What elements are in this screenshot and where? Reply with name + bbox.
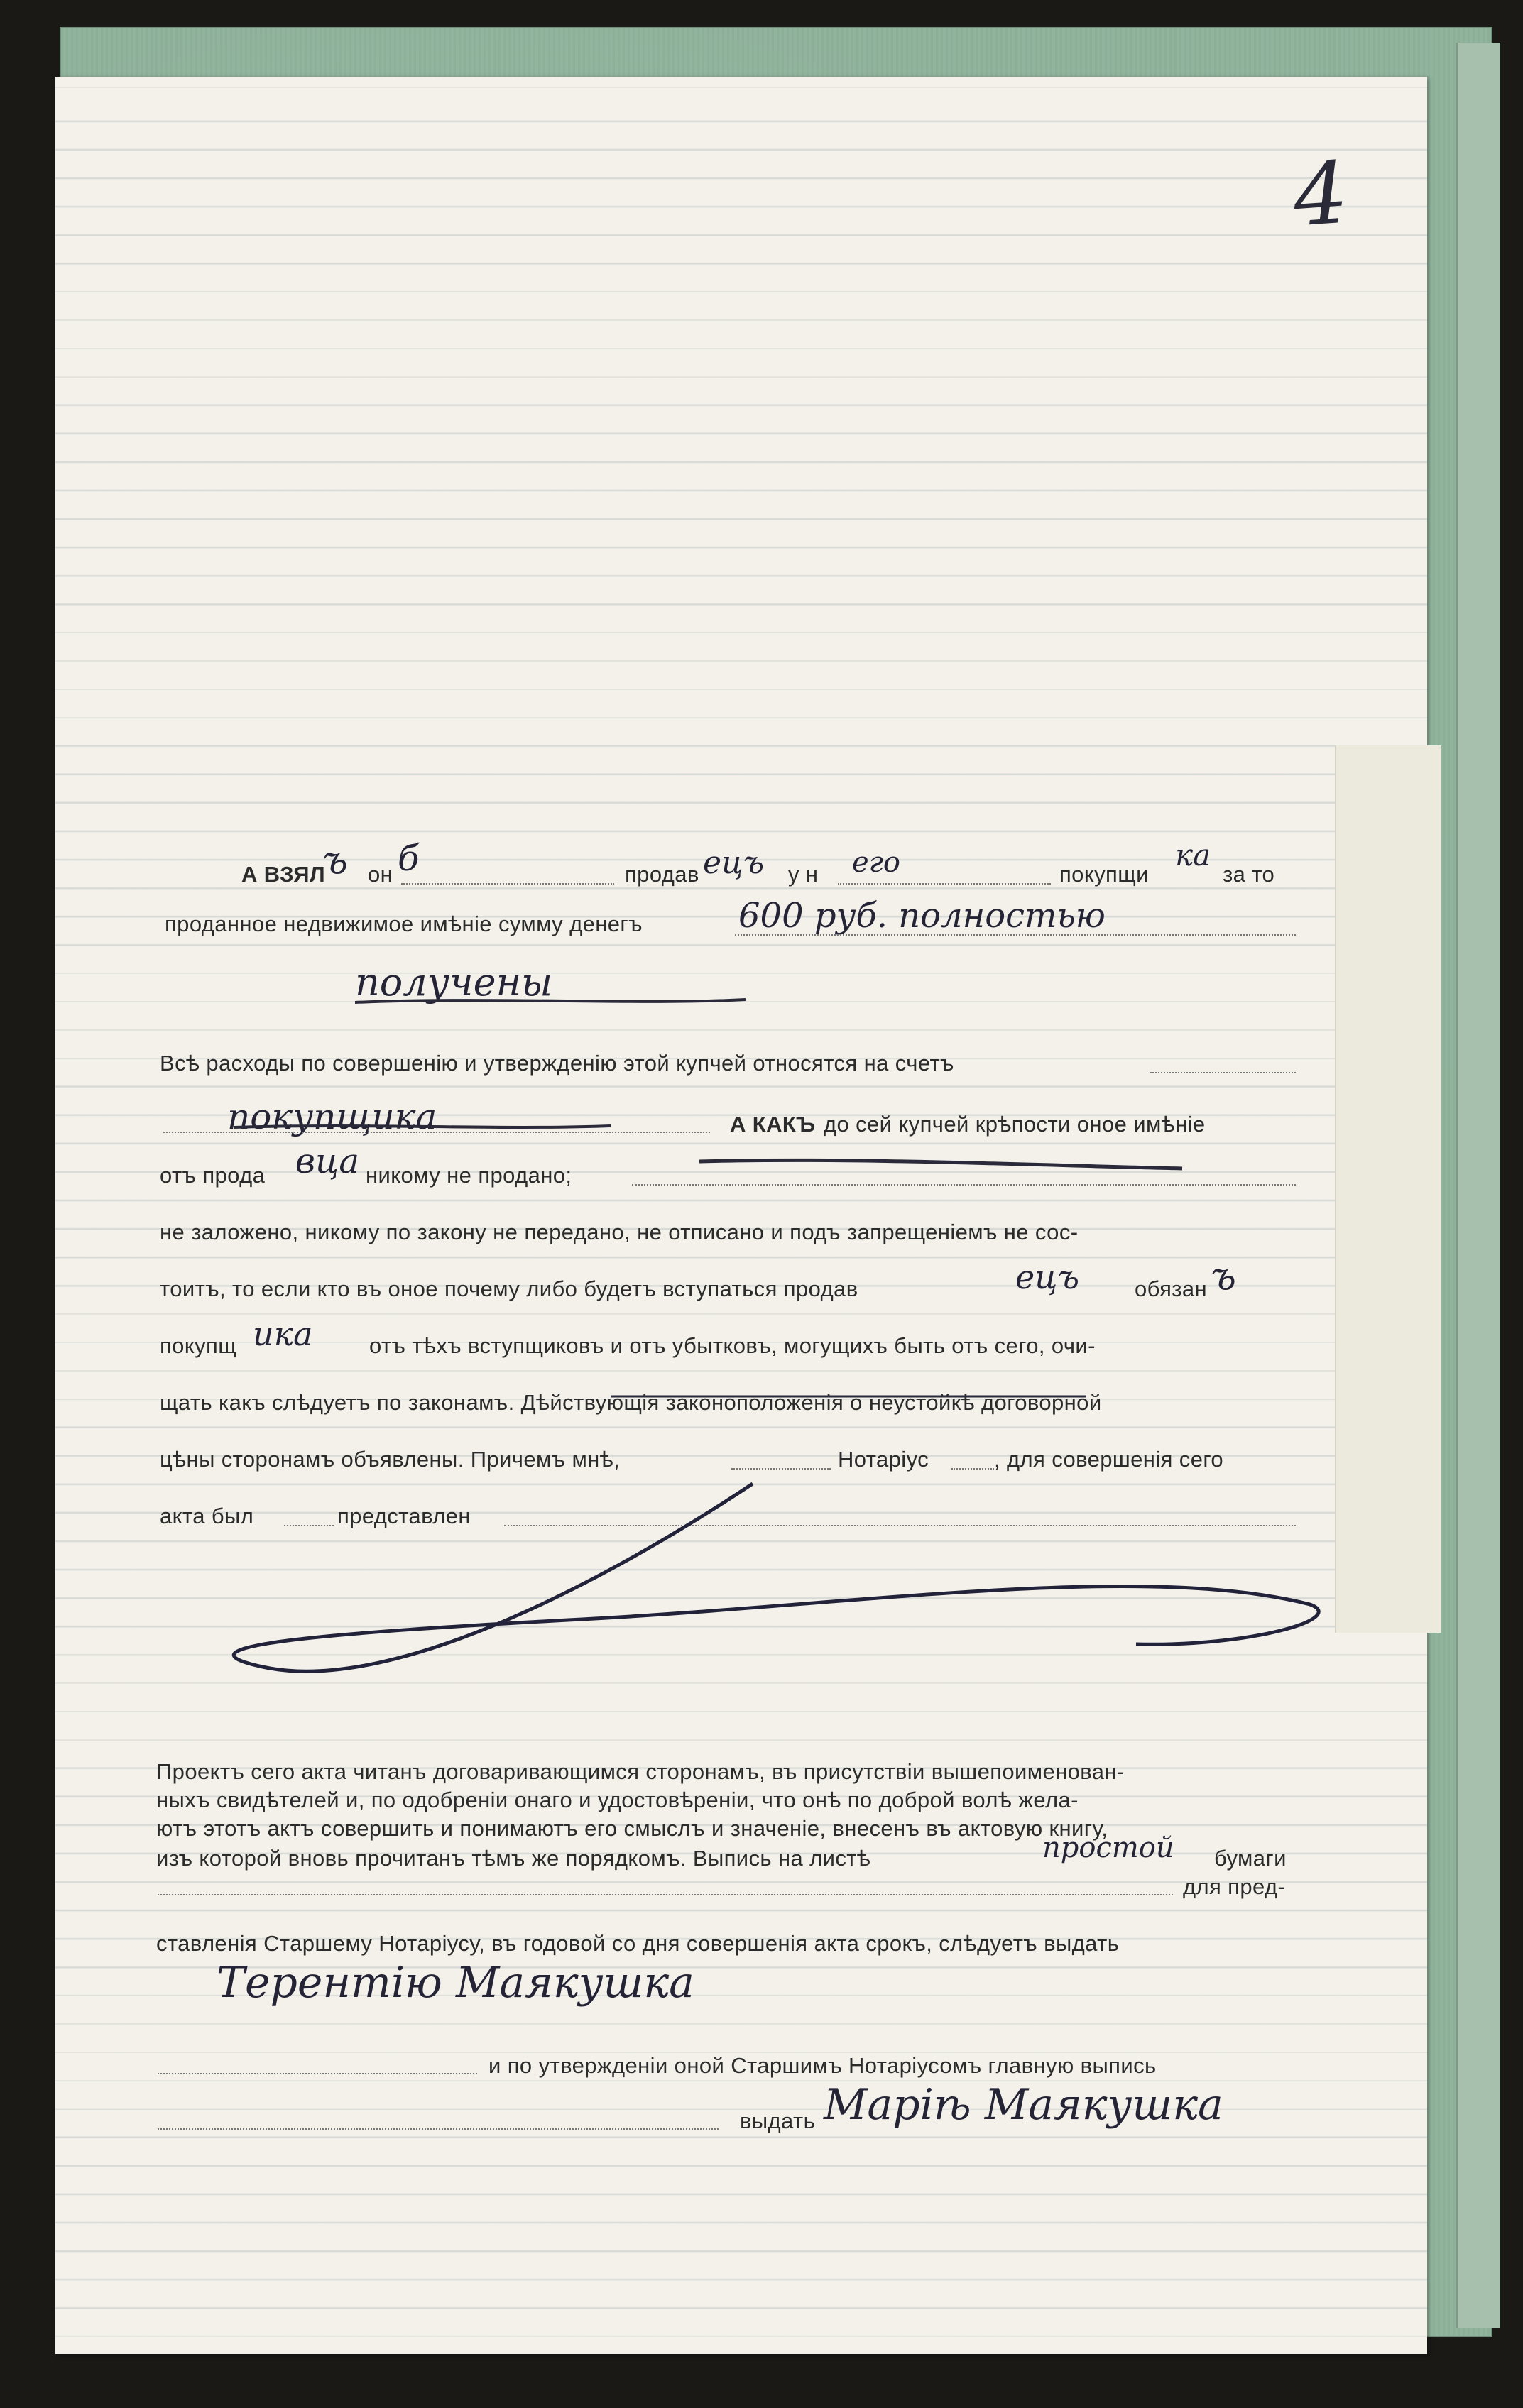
expenses-line-1: Всѣ расходы по совершенію и утвержденію этой купчей относятся на счетъ — [160, 1051, 954, 1076]
expenses-line-2: до сей купчей крѣпости оное имѣніе — [824, 1112, 1206, 1137]
handwritten-gender-1: ъ — [322, 838, 348, 882]
received-underline — [355, 1000, 746, 1002]
expenses-line-5b: обязан — [1135, 1276, 1208, 1301]
handwritten-line5-1: ецъ — [1015, 1258, 1079, 1296]
word-u-n: у н — [788, 862, 819, 887]
handwritten-prodav-ending: ецъ — [703, 845, 765, 881]
handwritten-line5-2: ъ — [1211, 1254, 1236, 1298]
expenses-line-3a: отъ прода — [160, 1163, 266, 1188]
expenses-line-8c: , для совершенія сего — [994, 1447, 1224, 1472]
closing-flourish — [234, 1484, 1319, 1671]
word-on: он — [368, 862, 393, 887]
project-line-4b: бумаги — [1214, 1846, 1287, 1871]
folio-number: 4 — [1290, 143, 1352, 246]
expenses-line-7: щать какъ слѣдуетъ по законамъ. Дѣйствующія законоположенія о неустойкѣ договорной — [160, 1390, 1102, 1415]
expenses-line-9a: акта был — [160, 1504, 254, 1528]
handwritten-un-ending: его — [852, 846, 900, 879]
expenses-line-6b: отъ тѣхъ вступщиковъ и отъ убытковъ, могущихъ быть отъ сего, очи- — [369, 1333, 1096, 1358]
project-line-4a: изъ которой вновь прочитанъ тѣмъ же порядкомъ. Выпись на листѣ — [156, 1846, 871, 1871]
handwritten-buyer: покупщика — [227, 1096, 437, 1137]
project-line-1: Проектъ сего акта читанъ договаривающимся сторонамъ, въ присутствіи вышепоименован- — [156, 1759, 1125, 1784]
expenses-line-8b: Нотаріус — [838, 1447, 929, 1472]
expenses-line-8a: цѣны сторонамъ объявлены. Причемъ мнѣ, — [160, 1447, 621, 1472]
handwritten-recipient-1: Терентію Маякушка — [217, 1958, 694, 2008]
lead-a-vzyal: А ВЗЯЛ — [241, 862, 326, 887]
lead-a-kak: А КАКЪ — [730, 1112, 816, 1137]
buyer-underline — [234, 1126, 611, 1127]
project-line-3: ютъ этотъ актъ совершить и понимаютъ его смыслъ и значеніе, внесенъ въ актовую книгу, — [156, 1816, 1108, 1841]
handwritten-pokupshchi-ending: ка — [1175, 838, 1211, 872]
expenses-line-4: не заложено, никому по закону не передано, не отписано и подъ запрещеніемъ не сос- — [160, 1220, 1079, 1244]
project-line-9: выдать — [740, 2108, 816, 2133]
word-prodav: продав — [625, 862, 699, 887]
handwritten-recipient-2: Маріѣ Маякушка — [824, 2080, 1223, 2130]
expenses-line-9b: представлен — [337, 1504, 471, 1528]
handwritten-line6: ика — [253, 1315, 313, 1353]
handwritten-received: получены — [355, 960, 553, 1005]
blank-strike-1 — [699, 1160, 1182, 1169]
word-pokupshchi: покупщи — [1059, 862, 1149, 887]
expenses-line-6a: покупщ — [160, 1333, 237, 1358]
handwritten-amount: 600 руб. полностью — [738, 896, 1106, 936]
expenses-line-5a: тоитъ, то если кто въ оное почему либо будетъ вступаться продав — [160, 1276, 858, 1301]
expenses-line-3b: никому не продано; — [366, 1163, 572, 1188]
project-line-6: ставленія Старшему Нотаріусу, въ годовой со дня совершенія акта срокъ, слѣдуетъ выдать — [156, 1931, 1120, 1956]
handwritten-paper-type: простой — [1042, 1832, 1174, 1864]
project-line-2: ныхъ свидѣтелей и, по одобреніи онаго и удостовѣреніи, что онѣ по доброй волѣ жела- — [156, 1788, 1079, 1812]
handwritten-gender-2: б — [398, 838, 420, 879]
handwritten-seller: вца — [295, 1142, 360, 1181]
project-line-8: и по утвержденіи оной Старшимъ Нотаріусомъ главную выпись — [488, 2053, 1157, 2078]
word-za-to: за то — [1223, 862, 1275, 887]
sum-of-money-line: проданное недвижимое имѣніе сумму денегъ — [165, 912, 643, 936]
project-line-5: для пред- — [1183, 1874, 1286, 1899]
